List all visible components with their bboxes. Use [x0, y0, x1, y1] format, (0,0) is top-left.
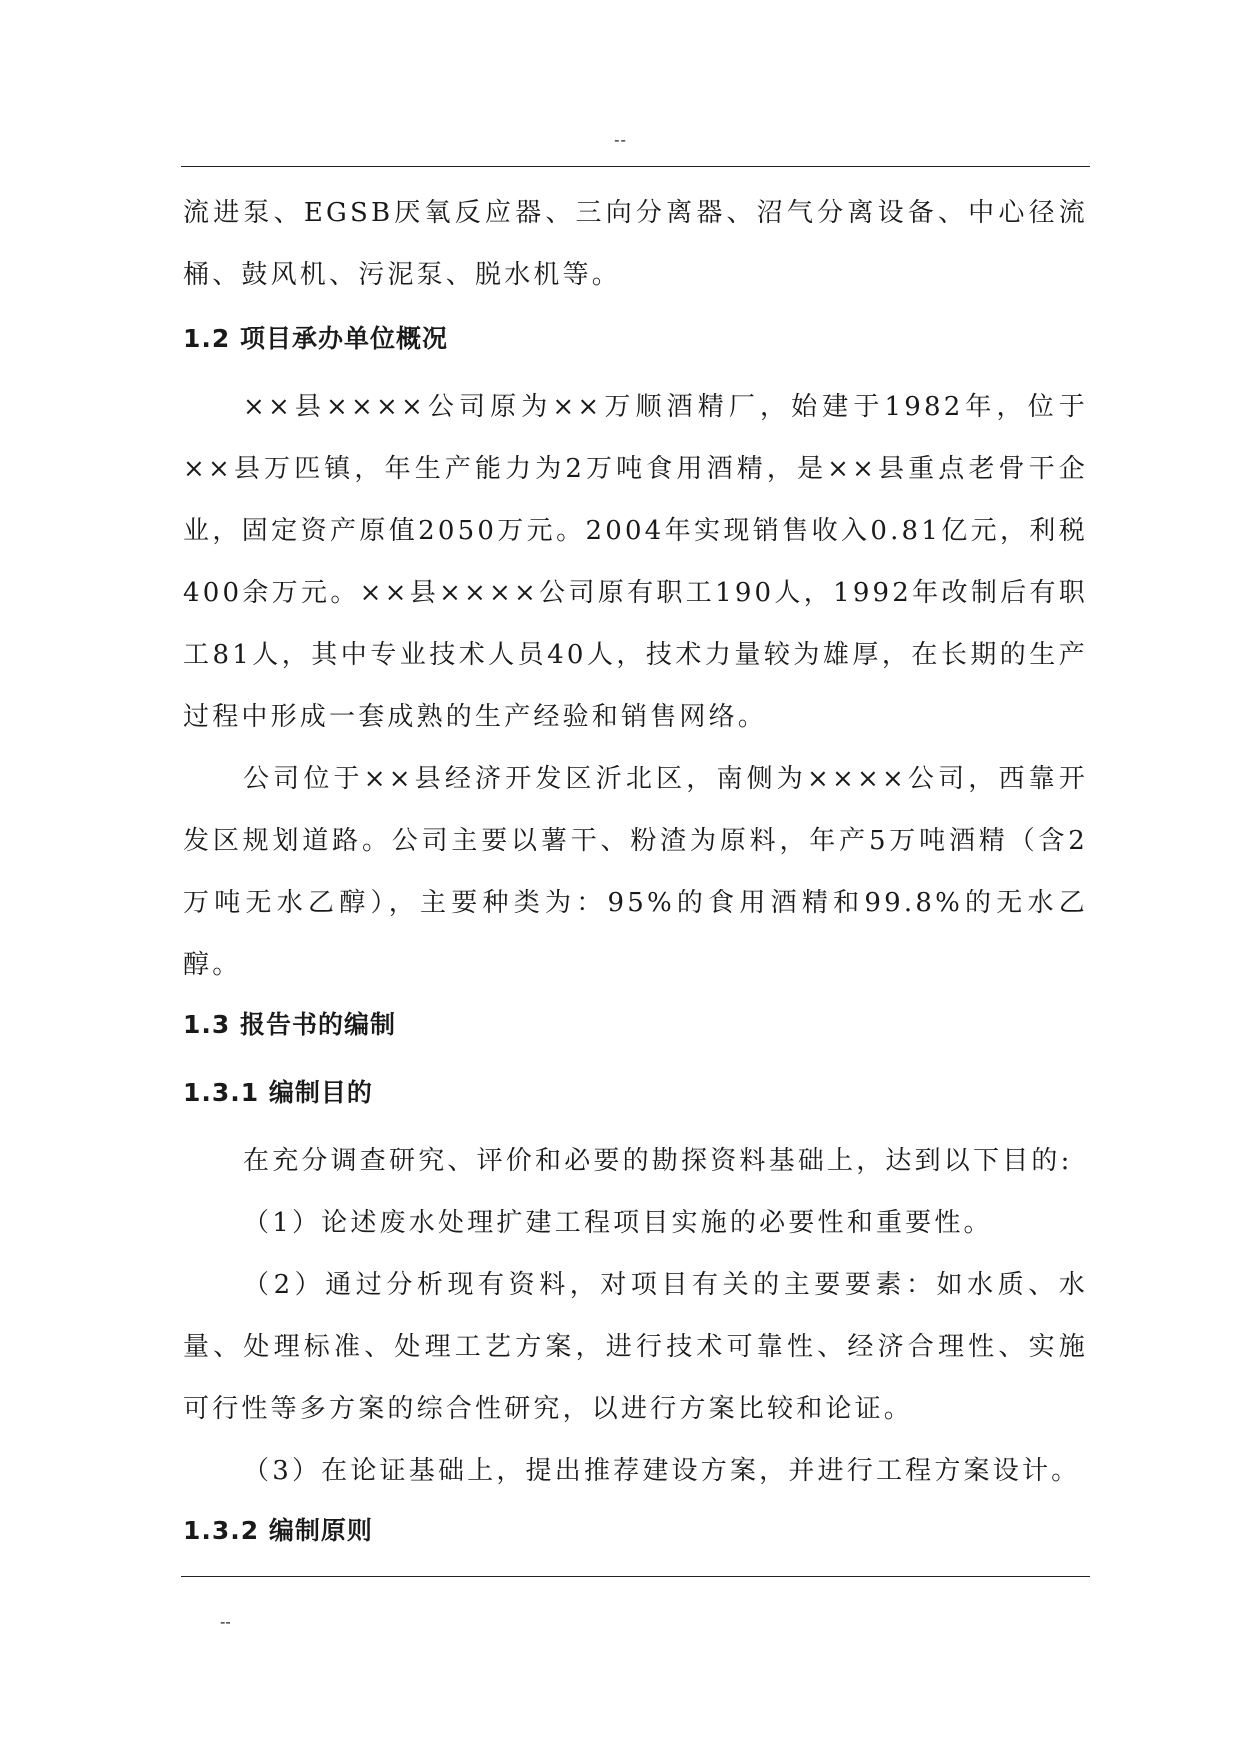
- page-header-mark: --: [614, 130, 627, 149]
- paragraph-purpose-item-1: （1）论述废水处理扩建工程项目实施的必要性和重要性。: [243, 1208, 993, 1238]
- paragraph-purpose-item-2: （2）通过分析现有资料，对项目有关的主要要素：如水质、水量、处理标准、处理工艺方案，进行技术可靠性、经济合理性、实施可行性等多方案的综合性研究，以进行方案比较和论证。: [183, 1270, 1088, 1424]
- section-heading-1-3: 1.3 报告书的编制: [183, 1010, 396, 1039]
- document-body: [183, 182, 1088, 1566]
- paragraph-company-location: 公司位于××县经济开发区沂北区，南侧为××××公司，西靠开发区规划道路。公司主要以薯干、粉渣为原料，年产5万吨酒精（含2万吨无水乙醇），主要种类为：95%的食用酒精和99.8%的无水乙醇。: [183, 764, 1088, 980]
- section-heading-1-2: 1.2 项目承办单位概况: [183, 324, 448, 353]
- section-heading-1-3-1: 1.3.1 编制目的: [183, 1078, 373, 1107]
- paragraph-company-overview: ××县××××公司原为××万顺酒精厂，始建于1982年，位于××县万匹镇，年生产能力为2万吨食用酒精，是××县重点老骨干企业，固定资产原值2050万元。2004年实现销售收入0.81亿元，利税400余万元。××县××××公司原有职工190人，1992年改制后有职工81人，其中专业技术人员40人，技术力量较为雄厚，在长期的生产过程中形成一套成熟的生产经验和销售网络。: [183, 392, 1088, 732]
- section-heading-1-3-2: 1.3.2 编制原则: [183, 1516, 373, 1545]
- paragraph-equipment-list: 流进泵、EGSB厌氧反应器、三向分离器、沼气分离设备、中心径流桶、鼓风机、污泥泵、脱水机等。: [183, 198, 1088, 290]
- page-footer-mark: --: [220, 1612, 231, 1631]
- paragraph-purpose-intro: 在充分调查研究、评价和必要的勘探资料基础上，达到以下目的:: [243, 1146, 1073, 1176]
- paragraph-purpose-item-3: （3）在论证基础上，提出推荐建设方案，并进行工程方案设计。: [243, 1456, 1081, 1486]
- header-rule: [181, 166, 1090, 167]
- footer-rule: [181, 1576, 1090, 1577]
